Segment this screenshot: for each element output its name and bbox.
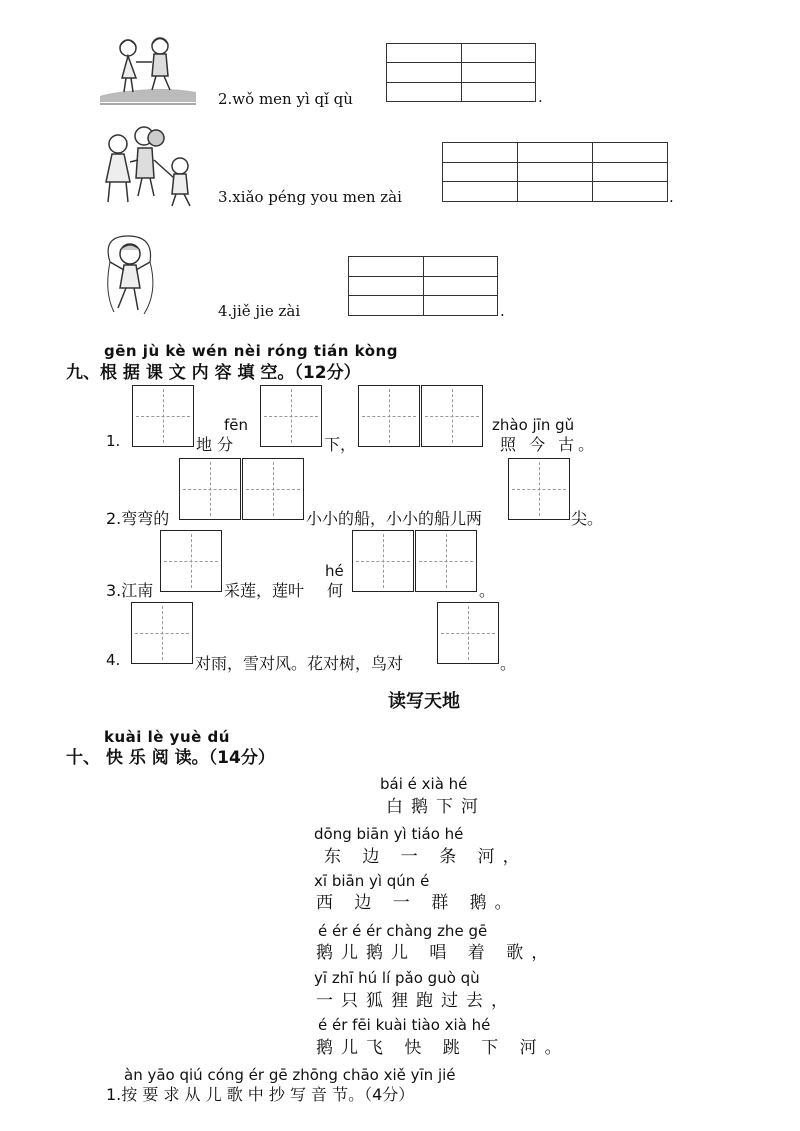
poem-line-4-pinyin: yī zhī hú lí pǎo guò qù [314,969,480,987]
q8-item-2-period: . [538,88,543,106]
q9-line2-box-1[interactable] [179,458,241,520]
q9-line1-fen-pinyin: fēn [224,416,249,434]
q8-item-4-label: 4.jiě jie zài [218,302,301,320]
q10-sub1-pinyin: àn yāo qiú cóng ér gē zhōng chāo xiě yīn jié [124,1066,456,1084]
q9-line3-box-3[interactable] [415,530,477,592]
poem-line-3-pinyin: é ér é ér chàng zhe gē [318,922,488,940]
q9-line3-box-2[interactable] [352,530,414,592]
q8-item-3-period: . [669,188,674,206]
poem-line-5: 鹅儿飞 快 跳 下 河。 [316,1038,570,1058]
poem-line-4: 一只狐狸跑过去， [316,991,516,1011]
poem-line-3: 鹅儿鹅儿 唱 着 歌， [316,943,557,963]
q9-line1-number: 1. [106,432,121,450]
poem-line-1-pinyin: dōng biān yì tiáo hé [314,825,464,843]
q8-item-3-label: 3.xiǎo péng you men zài [218,188,402,206]
poem-title-pinyin: bái é xià hé [380,775,468,793]
q9-line1-box-4[interactable] [421,385,483,447]
q9-line3-middle: 采莲，莲叶 [224,581,305,600]
q9-line4-box-1[interactable] [131,602,193,664]
q9-line2-middle: 小小的船，小小的船儿两 [306,509,483,528]
q8-item-4-grid[interactable] [348,256,498,316]
q9-line3-he-pinyin: hé [325,562,344,580]
q9-line4-middle: 对雨，雪对风。花对树，鸟对 [195,654,404,673]
girl-jumping-rope-illustration [100,232,160,318]
children-playing-illustration [98,122,198,208]
q9-line3-prefix: 3.江南 [106,581,154,600]
children-walking-illustration [98,32,198,106]
q9-line3-he: 何 [327,581,344,600]
q9-line2-box-3[interactable] [508,458,570,520]
q9-line1-box-3[interactable] [358,385,420,447]
q9-line4-number: 4. [106,651,121,669]
q10-pinyin: kuài lè yuè dú [104,728,230,746]
poem-line-5-pinyin: é ér fēi kuài tiào xià hé [318,1016,491,1034]
q9-line2-end: 尖。 [571,509,604,528]
q9-line1-di-fen: 地 分 [196,435,234,454]
poem-title: 白鹅下河 [386,797,486,817]
q10-title: 十、 快 乐 阅 读。（14分） [66,748,275,768]
q9-line2-box-2[interactable] [242,458,304,520]
poem-line-1: 东 边 一 条 河， [324,847,528,867]
q9-line1-box-1[interactable] [132,385,194,447]
q9-line3-end: 。 [479,581,496,600]
q9-title: 九、根 据 课 文 内 容 填 空。（12分） [66,363,361,383]
q9-line4-box-2[interactable] [437,602,499,664]
q9-line3-box-1[interactable] [160,530,222,592]
q9-line1-zhao-pinyin: zhào jīn gǔ [492,416,575,434]
q10-sub1: 1.按 要 求 从 儿 歌 中 抄 写 音 节。（4分） [106,1085,415,1104]
q9-line1-xia: 下， [324,435,357,454]
q9-pinyin: gēn jù kè wén nèi róng tián kòng [104,342,398,360]
q8-item-3-grid[interactable] [442,142,668,202]
poem-line-2: 西 边 一 群 鹅。 [316,893,520,913]
q9-line4-end: 。 [500,654,517,673]
q9-line1-zhao-jin-gu: 照 今 古。 [500,435,599,454]
q9-line2-prefix: 2.弯弯的 [106,509,170,528]
q8-item-2-label: 2.wǒ men yì qǐ qù [218,90,353,108]
q8-item-2-grid[interactable] [386,43,536,102]
section-title: 读写天地 [388,691,460,712]
q8-item-4-period: . [500,302,505,320]
poem-line-2-pinyin: xī biān yì qún é [314,872,430,890]
q9-line1-box-2[interactable] [260,385,322,447]
